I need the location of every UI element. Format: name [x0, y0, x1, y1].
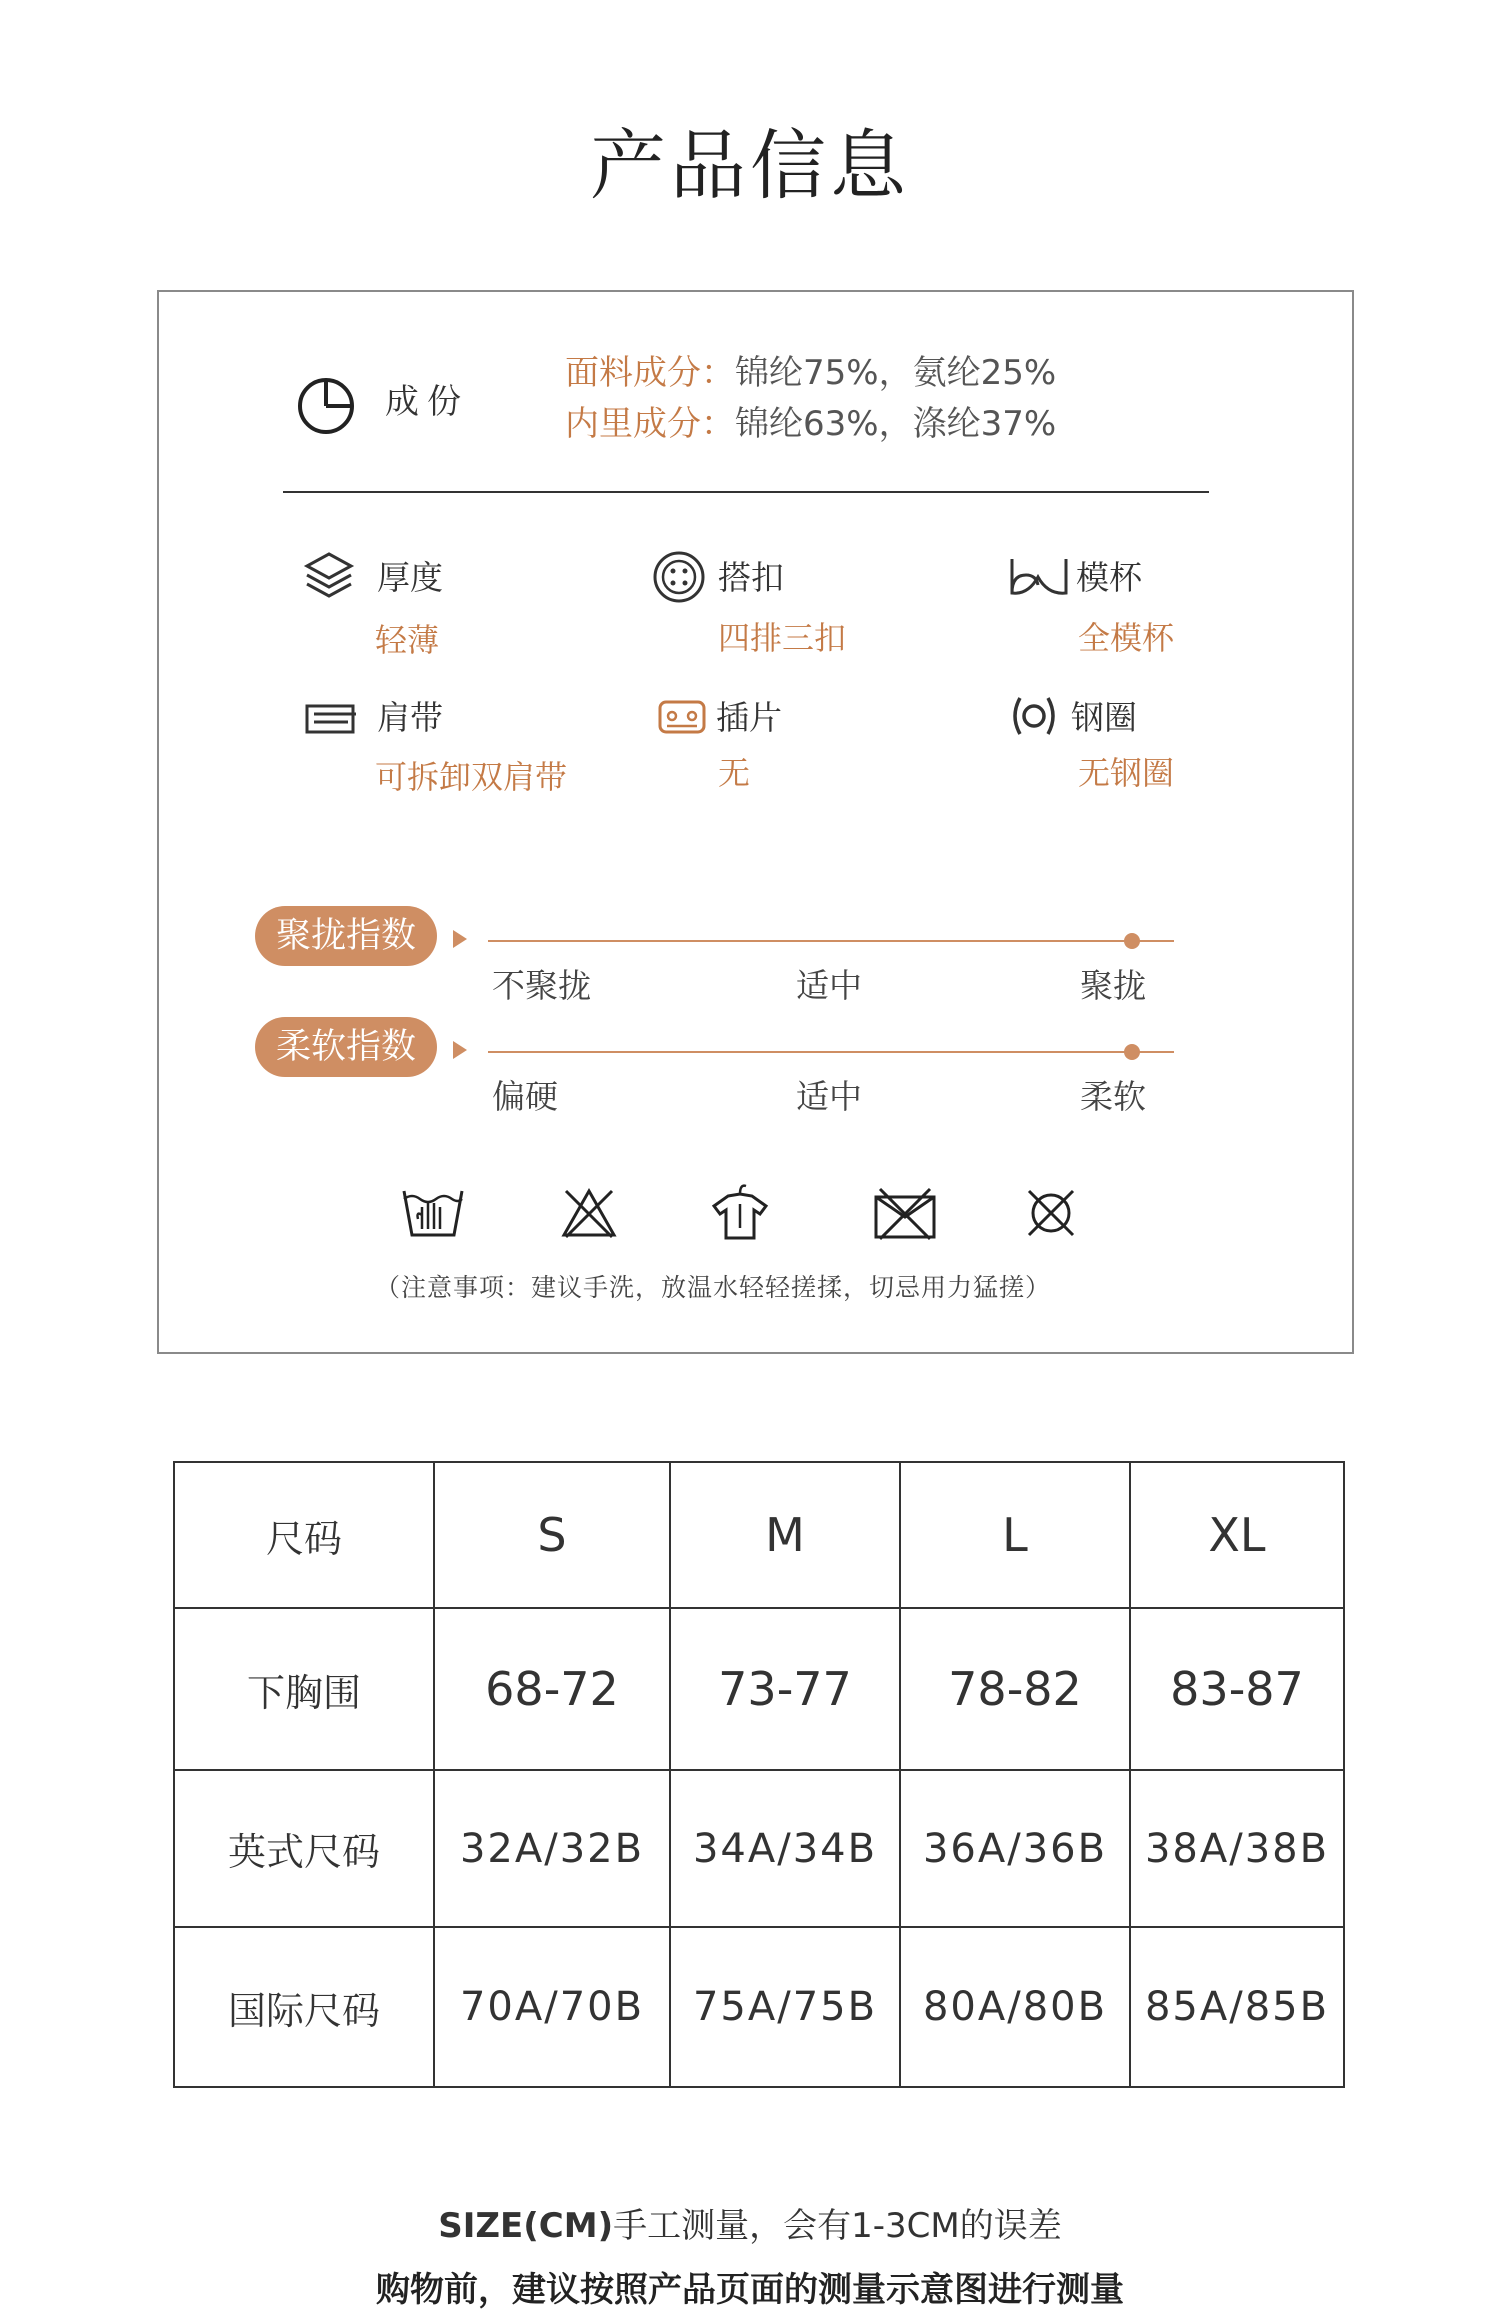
- table-row: [174, 1462, 1344, 1608]
- push-up-label-high: 聚拢: [1080, 966, 1146, 1005]
- button-icon: [652, 550, 706, 604]
- softness-label-high: 柔软: [1080, 1077, 1146, 1116]
- table-cell: 36A/36B: [900, 1770, 1130, 1927]
- measurement-note-rest: 手工测量，会有1-3CM的误差: [613, 2206, 1062, 2246]
- row-label: 国际尺码: [174, 1927, 434, 2087]
- scale-arrow-icon: [453, 930, 467, 948]
- shopping-advice: 购物前，建议按照产品页面的测量示意图进行测量: [376, 2270, 1124, 2310]
- table-cell: 34A/34B: [670, 1770, 900, 1927]
- table-row: [174, 1770, 1344, 1927]
- header-cell: 尺码: [174, 1462, 434, 1608]
- wire-ring-icon: [1008, 690, 1060, 742]
- softness-scale-line: [488, 1051, 1174, 1053]
- feature-value-strap: 可拆卸双肩带: [375, 758, 568, 796]
- table-cell: 78-82: [900, 1608, 1130, 1770]
- pie-chart-icon: [295, 375, 357, 437]
- push-up-index-pill: 聚拢指数: [255, 906, 437, 966]
- feature-value-wire: 无钢圈: [1078, 754, 1175, 792]
- page-title: 产品信息: [590, 121, 910, 210]
- lining-key: 内里成分：: [565, 404, 735, 444]
- softness-label-low: 偏硬: [492, 1077, 558, 1116]
- layers-icon: [303, 550, 355, 600]
- softness-label-mid: 适中: [796, 1077, 862, 1116]
- pad-insert-icon: [657, 698, 707, 736]
- table-cell: 68-72: [434, 1608, 670, 1770]
- row-label: 下胸围: [174, 1608, 434, 1770]
- push-up-label-low: 不聚拢: [492, 966, 591, 1005]
- scale-arrow-icon: [453, 1041, 467, 1059]
- composition-label: 成份: [385, 382, 469, 422]
- table-cell: 70A/70B: [434, 1927, 670, 2087]
- feature-value-thickness: 轻薄: [375, 621, 440, 659]
- divider: [283, 491, 1209, 493]
- feature-value-cup: 全模杯: [1078, 619, 1175, 657]
- feature-label-cup: 模杯: [1076, 558, 1142, 597]
- no-tumble-dry-icon: [872, 1185, 938, 1241]
- feature-label-thickness: 厚度: [377, 558, 443, 597]
- header-cell: M: [670, 1462, 900, 1608]
- feature-label-strap: 肩带: [377, 698, 443, 737]
- composition-line-fabric: [565, 345, 1056, 394]
- push-up-label-mid: 适中: [796, 966, 862, 1005]
- table-row: [174, 1927, 1344, 2087]
- push-up-scale-marker: [1124, 933, 1140, 949]
- table-row: [174, 1608, 1344, 1770]
- lining-value: 锦纶63%，涤纶37%: [735, 404, 1057, 444]
- table-cell: 32A/32B: [434, 1770, 670, 1927]
- feature-label-wire: 钢圈: [1071, 698, 1137, 737]
- header-cell: L: [900, 1462, 1130, 1608]
- table-cell: 83-87: [1130, 1608, 1344, 1770]
- size-table: [173, 1461, 1345, 2088]
- hand-wash-icon: [400, 1185, 466, 1241]
- measurement-note-bold: SIZE(CM): [438, 2206, 614, 2246]
- fabric-key: 面料成分：: [565, 353, 735, 393]
- table-cell: 80A/80B: [900, 1927, 1130, 2087]
- header-cell: S: [434, 1462, 670, 1608]
- softness-index-pill: 柔软指数: [255, 1017, 437, 1077]
- feature-label-insert: 插片: [716, 698, 782, 737]
- strap-icon: [304, 698, 358, 738]
- fabric-value: 锦纶75%，氨纶25%: [735, 353, 1057, 393]
- measurement-note: [0, 2198, 1500, 2247]
- row-label: 英式尺码: [174, 1770, 434, 1927]
- bra-cup-icon: [1008, 555, 1070, 599]
- feature-label-clasp: 搭扣: [718, 558, 784, 597]
- header-cell: XL: [1130, 1462, 1344, 1608]
- table-cell: 38A/38B: [1130, 1770, 1344, 1927]
- push-up-scale-line: [488, 940, 1174, 942]
- no-bleach-icon: [560, 1185, 618, 1241]
- table-cell: 75A/75B: [670, 1927, 900, 2087]
- feature-value-clasp: 四排三扣: [718, 619, 847, 657]
- hang-dry-icon: [710, 1180, 770, 1242]
- composition-line-lining: [565, 396, 1056, 445]
- no-dry-clean-icon: [1023, 1185, 1079, 1241]
- table-cell: 85A/85B: [1130, 1927, 1344, 2087]
- care-note: （注意事项：建议手洗，放温水轻轻搓揉，切忌用力猛搓）: [375, 1273, 1052, 1302]
- feature-value-insert: 无: [718, 754, 751, 792]
- softness-scale-marker: [1124, 1044, 1140, 1060]
- table-cell: 73-77: [670, 1608, 900, 1770]
